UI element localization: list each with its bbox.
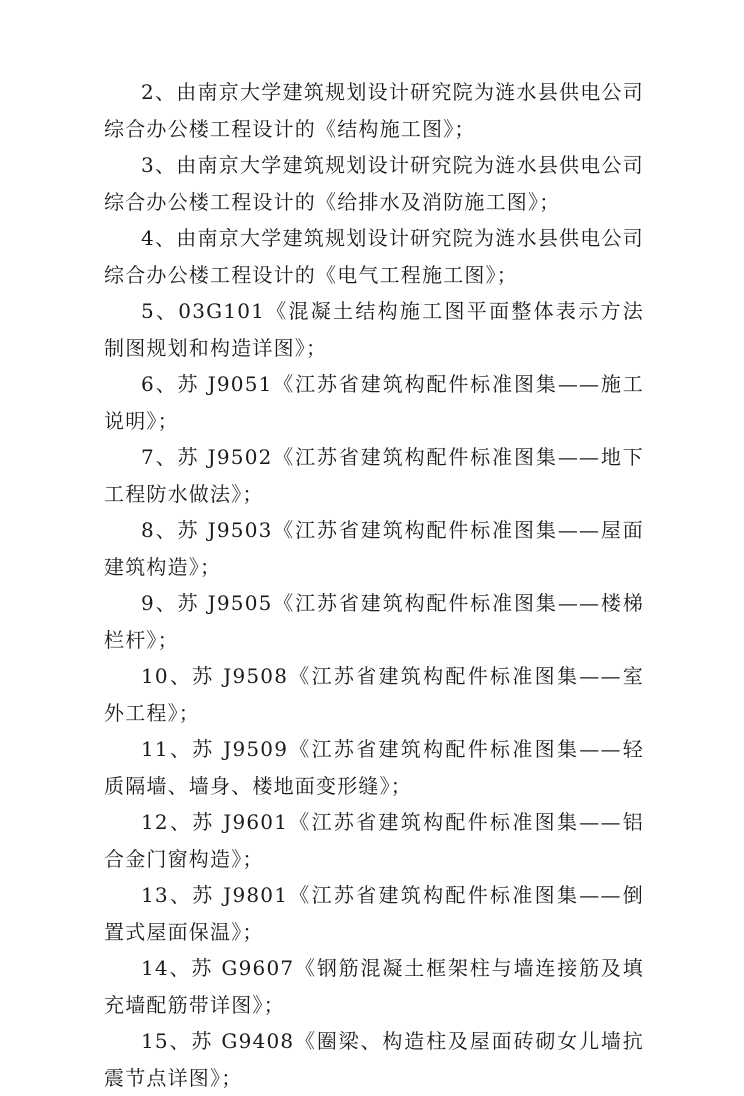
list-item: 8、苏 J9503《江苏省建筑构配件标准图集——屋面建筑构造》； bbox=[104, 518, 644, 579]
list-item: 4、由南京大学建筑规划设计研究院为涟水县供电公司综合办公楼工程设计的《电气工程施工图》； bbox=[104, 226, 644, 287]
list-item: 10、苏 J9508《江苏省建筑构配件标准图集——室外工程》； bbox=[104, 664, 644, 725]
list-item: 7、苏 J9502《江苏省建筑构配件标准图集——地下工程防水做法》； bbox=[104, 445, 644, 506]
list-item: 6、苏 J9051《江苏省建筑构配件标准图集——施工说明》； bbox=[104, 372, 644, 433]
list-item: 5、03G101《混凝土结构施工图平面整体表示方法制图规划和构造详图》； bbox=[104, 299, 644, 360]
list-item: 13、苏 J9801《江苏省建筑构配件标准图集——倒置式屋面保温》； bbox=[104, 883, 644, 944]
list-item: 9、苏 J9505《江苏省建筑构配件标准图集——楼梯栏杆》； bbox=[104, 591, 644, 652]
list-item: 14、苏 G9607《钢筋混凝土框架柱与墙连接筋及填充墙配筋带详图》； bbox=[104, 956, 644, 1017]
reference-list bbox=[104, 74, 644, 1096]
list-item: 12、苏 J9601《江苏省建筑构配件标准图集——铝合金门窗构造》； bbox=[104, 810, 644, 871]
list-item: 15、苏 G9408《圈梁、构造柱及屋面砖砌女儿墙抗震节点详图》； bbox=[104, 1029, 644, 1090]
list-item: 3、由南京大学建筑规划设计研究院为涟水县供电公司综合办公楼工程设计的《给排水及消防施工图》； bbox=[104, 153, 644, 214]
list-item: 11、苏 J9509《江苏省建筑构配件标准图集——轻质隔墙、墙身、楼地面变形缝》； bbox=[104, 737, 644, 798]
list-item: 2、由南京大学建筑规划设计研究院为涟水县供电公司综合办公楼工程设计的《结构施工图》； bbox=[104, 80, 644, 141]
